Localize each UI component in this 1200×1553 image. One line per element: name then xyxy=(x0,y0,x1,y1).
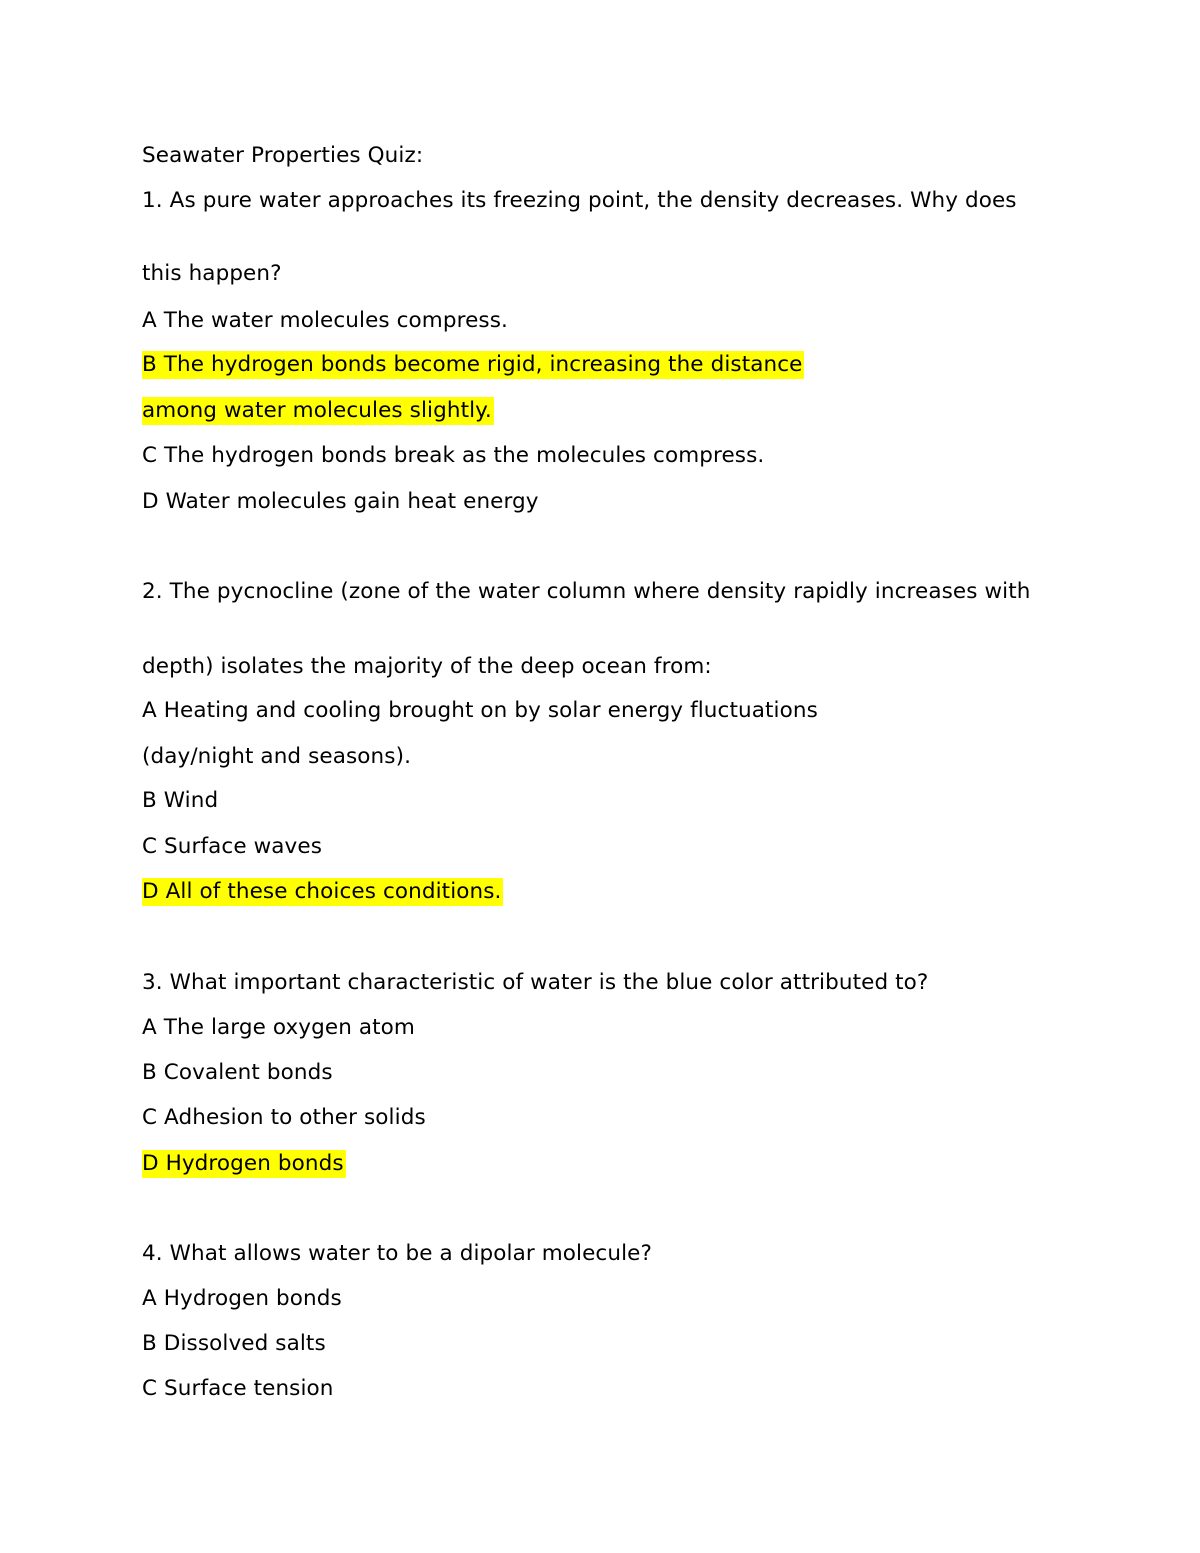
question-3-option-a: A The large oxygen atom xyxy=(142,1015,415,1040)
document-title: Seawater Properties Quiz: xyxy=(142,143,424,168)
answer-highlight: D Hydrogen bonds xyxy=(142,1151,344,1176)
question-1-option-a: A The water molecules compress. xyxy=(142,308,508,333)
question-2-option-a: A Heating and cooling brought on by solar energy fluctuations xyxy=(142,698,818,723)
question-2-option-a-continued: (day/night and seasons). xyxy=(142,744,412,769)
question-2-option-c: C Surface waves xyxy=(142,834,322,859)
answer-highlight: D All of these choices conditions. xyxy=(142,879,502,904)
question-2-text: 2. The pycnocline (zone of the water column where density rapidly increases with xyxy=(142,579,1031,604)
question-1-option-d: D Water molecules gain heat energy xyxy=(142,489,539,514)
question-3-option-b: B Covalent bonds xyxy=(142,1060,333,1085)
question-1-option-b xyxy=(142,351,804,379)
question-4-text: 4. What allows water to be a dipolar molecule? xyxy=(142,1241,652,1266)
question-4-option-b: B Dissolved salts xyxy=(142,1331,326,1356)
question-4-option-c: C Surface tension xyxy=(142,1376,334,1401)
question-2-text-continued: depth) isolates the majority of the deep ocean from: xyxy=(142,654,712,679)
question-3-option-c: C Adhesion to other solids xyxy=(142,1105,426,1130)
answer-highlight: among water molecules slightly. xyxy=(142,398,492,423)
question-3-option-d xyxy=(142,1150,346,1178)
question-2-option-b: B Wind xyxy=(142,788,219,813)
answer-highlight: B The hydrogen bonds become rigid, increasing the distance xyxy=(142,352,803,377)
question-1-option-c: C The hydrogen bonds break as the molecules compress. xyxy=(142,443,765,468)
question-1-text: 1. As pure water approaches its freezing point, the density decreases. Why does xyxy=(142,188,1017,213)
question-1-text-continued: this happen? xyxy=(142,261,282,286)
question-1-option-b-continued xyxy=(142,397,494,425)
question-3-text: 3. What important characteristic of water is the blue color attributed to? xyxy=(142,970,929,995)
question-2-option-d xyxy=(142,878,503,906)
question-4-option-a: A Hydrogen bonds xyxy=(142,1286,342,1311)
